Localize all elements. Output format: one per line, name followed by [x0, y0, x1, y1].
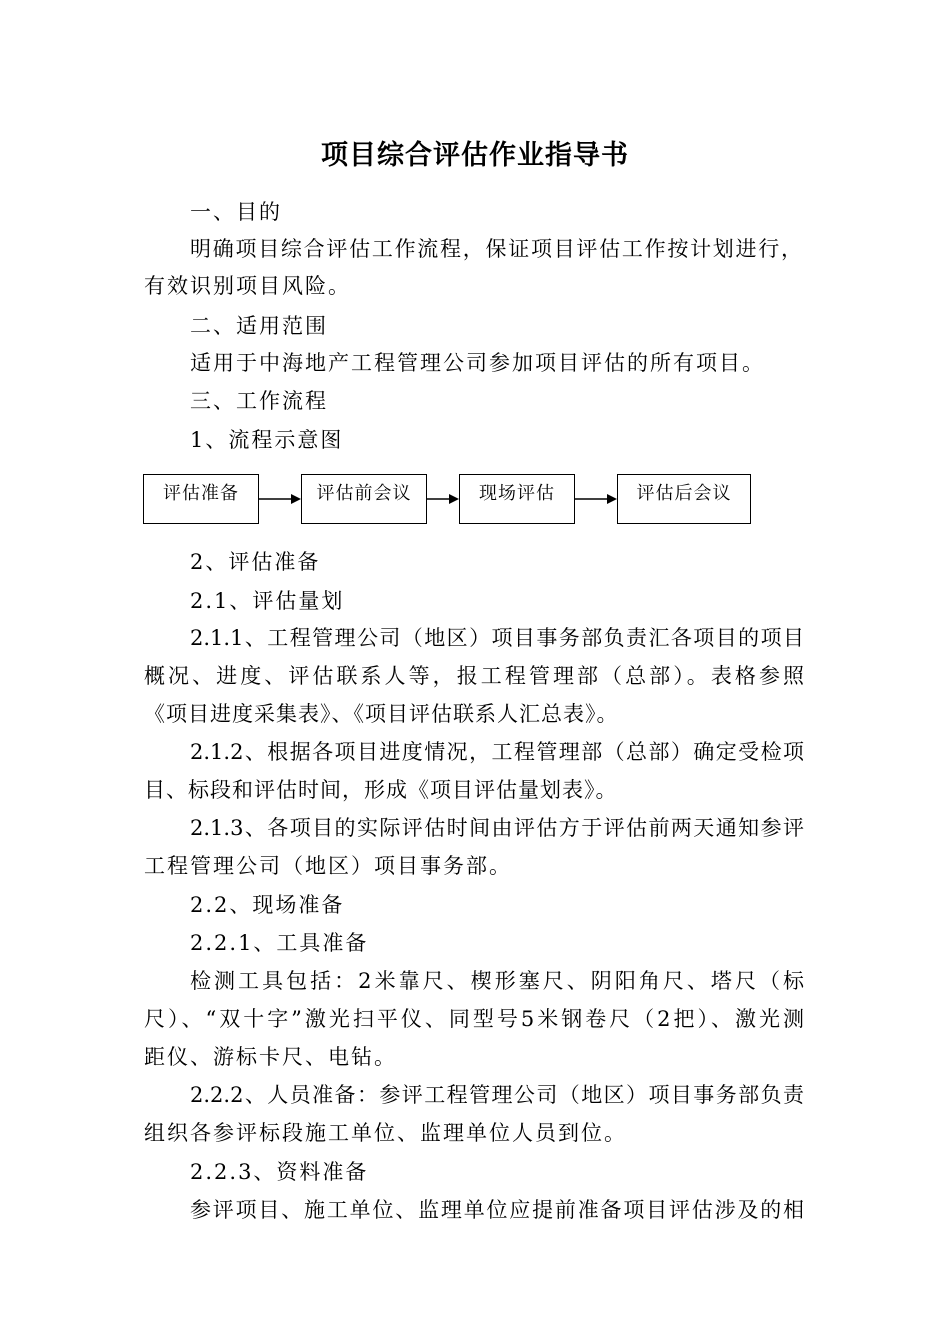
arrow-right-icon — [259, 493, 301, 505]
paragraph-line: 《项目进度采集表》、《项目评估联系人汇总表》。 — [144, 702, 619, 726]
arrow-right-icon — [575, 493, 617, 505]
paragraph-line: 目、标段和评估时间，形成《项目评估量划表》。 — [144, 778, 618, 802]
paragraph-line: 参评项目、施工单位、监理单位应提前准备项目评估涉及的相 — [190, 1198, 804, 1222]
flow-step-post-meeting: 评估后会议 — [617, 474, 751, 524]
flow-step-pre-meeting: 评估前会议 — [301, 474, 427, 524]
paragraph-line: 概况、进度、评估联系人等，报工程管理部（总部）。表格参照 — [144, 664, 804, 688]
paragraph-line: 组织各参评标段施工单位、监理单位人员到位。 — [144, 1121, 627, 1145]
arrow-right-icon — [427, 493, 459, 505]
section-heading-purpose: 一、目的 — [190, 200, 282, 224]
subsection-heading: 2.2.1、工具准备 — [190, 931, 369, 955]
subsection-heading: 2.1、评估量划 — [190, 589, 345, 613]
paragraph-line: 2.1.2、根据各项目进度情况，工程管理部（总部）确定受检项 — [190, 740, 804, 764]
paragraph-line: 2.2.2、人员准备：参评工程管理公司（地区）项目事务部负责 — [190, 1083, 804, 1107]
section-heading-workflow: 三、工作流程 — [190, 389, 328, 413]
paragraph-line: 工程管理公司（地区）项目事务部。 — [144, 854, 512, 878]
paragraph-line: 距仪、游标卡尺、电钻。 — [144, 1045, 397, 1069]
flow-step-onsite: 现场评估 — [459, 474, 575, 524]
paragraph-line: 有效识别项目风险。 — [144, 274, 351, 298]
paragraph-line: 尺）、“双十字”激光扫平仪、同型号5米钢卷尺（2把）、激光测 — [144, 1007, 804, 1031]
paragraph-line: 检测工具包括：2米靠尺、楔形塞尺、阴阳角尺、塔尺（标 — [190, 969, 804, 993]
subsection-heading: 2.2、现场准备 — [190, 893, 345, 917]
paragraph-line: 适用于中海地产工程管理公司参加项目评估的所有项目。 — [190, 351, 765, 375]
paragraph-line: 明确项目综合评估工作流程，保证项目评估工作按计划进行， — [190, 237, 802, 261]
paragraph-line: 2.1.3、各项目的实际评估时间由评估方于评估前两天通知参评 — [190, 816, 804, 840]
paragraph-line: 2.1.1、工程管理公司（地区）项目事务部负责汇各项目的项目 — [190, 626, 804, 650]
document-title: 项目综合评估作业指导书 — [321, 140, 629, 171]
subsection-heading: 2、评估准备 — [190, 550, 321, 574]
subsection-heading: 2.2.3、资料准备 — [190, 1160, 369, 1184]
subsection-heading: 1、流程示意图 — [190, 428, 344, 452]
section-heading-scope: 二、适用范围 — [190, 314, 328, 338]
flow-step-preparation: 评估准备 — [143, 474, 259, 524]
